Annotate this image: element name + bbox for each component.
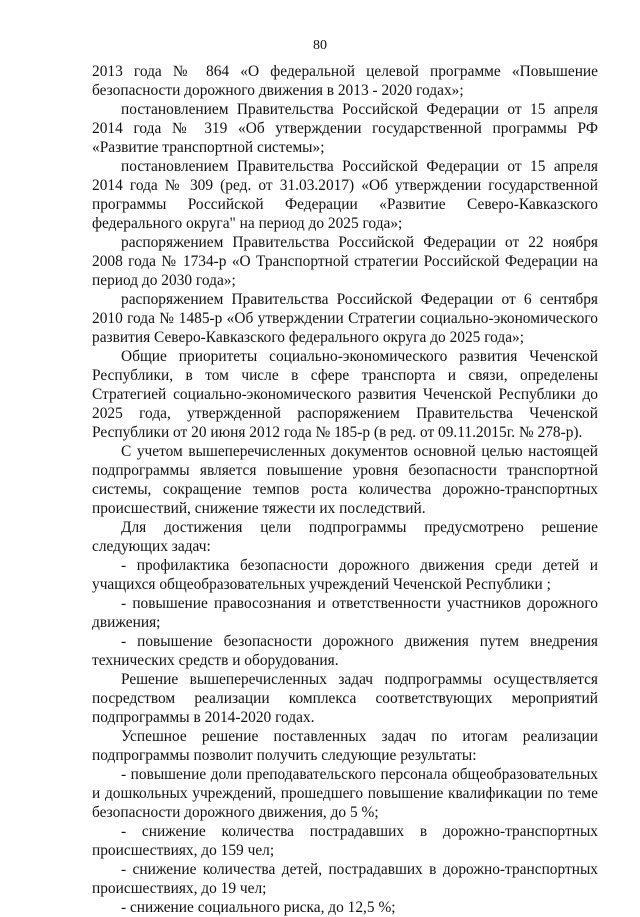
paragraph-10: Успешное решение поставленных задач по итогам реализации подпрограммы позволит получить следующие результаты:: [92, 728, 598, 764]
list-item-result-4: - снижение социального риска, до 12,5 %;: [121, 899, 396, 916]
page-number: 80: [313, 38, 327, 53]
list-item-result-1: - повышение доли преподавательского персонала общеобразовательных и дошкольных учреждений, прошедшего повышение квалификации по теме безопасности дорожного движения, до 5 %;: [92, 766, 598, 821]
list-item-task-1: - профилактика безопасности дорожного движения среди детей и учащихся общеобразовательных учреждений Чеченской Республики ;: [92, 557, 598, 593]
list-item-task-3: - повышение безопасности дорожного движения путем внедрения технических средств и оборудования.: [92, 633, 598, 669]
list-item-task-2: - повышение правосознания и ответственности участников дорожного движения;: [92, 595, 598, 631]
paragraph-2: постановлением Правительства Российской Федерации от 15 апреля 2014 года № 319 «Об утверждении государственной программы РФ «Развитие транспортной системы»;: [92, 101, 598, 156]
paragraph-8: Для достижения цели подпрограммы предусмотрено решение следующих задач:: [92, 519, 598, 555]
paragraph-7: С учетом вышеперечисленных документов основной целью настоящей подпрограммы является повышение уровня безопасности транспортной системы, сокращение темпов роста количества дорожно-транспортных происшествий, снижение тяжести их последствий.: [92, 443, 598, 517]
document-body: [92, 62, 598, 917]
paragraph-9: Решение вышеперечисленных задач подпрограммы осуществляется посредством реализации комплекса соответствующих мероприятий подпрограммы в 2014-2020 годах.: [92, 671, 598, 726]
paragraph-6: Общие приоритеты социально-экономического развития Чеченской Республики, в том числе в сфере транспорта и связи, определены Стратегией социально-экономического развития Чеченской Республики до 2025 года, утвержденной распоряжением Правительства Чеченской Республики от 20 июня 2012 года № 185-р (в ред. от 09.11.2015г. № 278-р).: [92, 348, 598, 441]
paragraph-3: постановлением Правительства Российской Федерации от 15 апреля 2014 года № 309 (ред. от 31.03.2017) «Об утверждении государственной программы Российской Федерации «Развитие Северо-Кавказского федерального округа" на период до 2025 года»;: [92, 158, 598, 232]
paragraph-1: 2013 года № 864 «О федеральной целевой программе «Повышение безопасности дорожного движения в 2013 - 2020 годах»;: [92, 63, 598, 99]
list-item-result-3: - снижение количества детей, пострадавших в дорожно-транспортных происшествиях, до 19 чел;: [92, 861, 598, 897]
list-item-result-2: - снижение количества пострадавших в дорожно-транспортных происшествиях, до 159 чел;: [92, 823, 598, 859]
paragraph-4: распоряжением Правительства Российской Федерации от 22 ноября 2008 года № 1734-р «О Транспортной стратегии Российской Федерации на период до 2030 года»;: [92, 234, 598, 289]
paragraph-5: распоряжением Правительства Российской Федерации от 6 сентября 2010 года № 1485-р «Об утверждении Стратегии социально-экономического развития Северо-Кавказского федерального округа до 2025 года»;: [92, 291, 598, 346]
